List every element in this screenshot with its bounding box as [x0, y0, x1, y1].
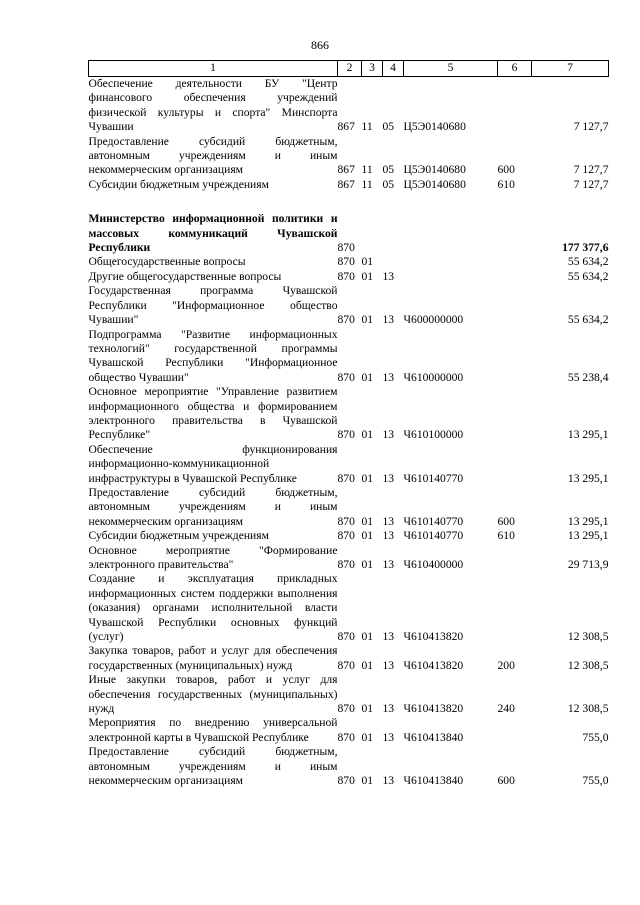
row-expense-type: [498, 270, 532, 284]
row-section: 01: [361, 529, 374, 543]
table-row: [89, 255, 609, 269]
row-amount: 13 295,1: [567, 428, 609, 442]
row-subsection: [383, 212, 404, 255]
row-target-article: Ч610413840: [403, 774, 464, 788]
spacer-row: [89, 192, 609, 212]
row-expense-type: [498, 544, 532, 573]
row-code: 870: [337, 730, 355, 744]
row-expense-type: [498, 443, 532, 486]
row-expense-type: 600: [497, 774, 515, 788]
row-code: 870: [337, 630, 355, 644]
row-amount: 7 127,7: [573, 120, 609, 134]
row-amount: 12 308,5: [567, 702, 609, 716]
row-name: Другие общегосударственные вопросы: [88, 269, 282, 283]
row-section: 01: [361, 255, 374, 269]
table-row: [89, 572, 609, 644]
row-code: 867: [337, 163, 355, 177]
row-target-article: Ч610140770: [403, 471, 464, 485]
row-target-article: Ц5Э0140680: [403, 120, 466, 134]
row-section: 01: [361, 471, 374, 485]
row-target-article: Ч610000000: [403, 370, 464, 384]
row-amount: 29 713,9: [567, 558, 609, 571]
row-section: 01: [361, 269, 374, 283]
table-row: [89, 77, 609, 135]
row-code: 870: [337, 529, 355, 543]
row-name: Подпрограмма "Развитие информационных технологий" государственной программы Чувашской Республики "Информационное общество Чувашии": [88, 327, 338, 384]
row-code: 870: [337, 658, 355, 672]
row-expense-type: [498, 328, 532, 386]
row-subsection: [383, 255, 404, 269]
table-row: [89, 443, 609, 486]
row-target-article: Ч610413820: [403, 658, 464, 672]
row-target-article: Ч610413820: [403, 630, 464, 644]
row-subsection: 13: [382, 370, 395, 384]
column-header-1: 1: [89, 61, 338, 77]
row-name: Основное мероприятие "Формирование электронного правительства": [88, 543, 338, 571]
row-subsection: 13: [382, 658, 395, 672]
row-section: 01: [361, 774, 374, 788]
row-target-article: [404, 255, 498, 269]
row-code: 870: [337, 471, 355, 485]
row-name: Субсидии бюджетным учреждениям: [88, 177, 269, 191]
table-row: [89, 644, 609, 673]
row-subsection: 13: [382, 428, 395, 442]
row-name: Основное мероприятие "Управление развитием информационного общества и формированием электронного правительства в Чувашской Республике": [88, 385, 338, 442]
column-header-2: 2: [338, 61, 362, 77]
table-row: [89, 544, 609, 573]
row-subsection: 13: [382, 702, 395, 716]
row-target-article: Ч610140770: [403, 514, 464, 528]
row-target-article: Ч600000000: [403, 313, 464, 327]
row-code: 870: [337, 370, 355, 384]
column-header-4: 4: [383, 61, 404, 77]
row-code: 870: [337, 241, 355, 255]
row-section: 01: [361, 730, 374, 744]
row-target-article: Ч610413840: [403, 730, 464, 744]
row-subsection: 13: [382, 529, 395, 543]
row-amount: 755,0: [582, 774, 609, 788]
row-name: Иные закупки товаров, работ и услуг для обеспечения государственных (муниципальных) нужд: [88, 673, 338, 716]
row-subsection: 13: [382, 313, 395, 327]
row-amount: 12 308,5: [567, 630, 609, 644]
header-row: [89, 61, 609, 77]
table-row: [89, 385, 609, 443]
row-expense-type: [498, 212, 532, 255]
row-section: [362, 212, 383, 255]
row-expense-type: [498, 284, 532, 327]
row-target-article: Ч610140770: [403, 529, 464, 543]
row-code: 870: [337, 313, 355, 327]
table-row: [89, 328, 609, 386]
row-subsection: 13: [382, 558, 395, 571]
table-body: [89, 77, 609, 789]
row-target-article: Ч610400000: [403, 558, 464, 571]
row-name: Министерство информационной политики и массовых коммуникаций Чувашской Республики: [88, 212, 338, 255]
column-header-7: 7: [532, 61, 609, 77]
row-subsection: 13: [382, 630, 395, 644]
table-row: [89, 135, 609, 178]
table-row: [89, 486, 609, 529]
row-section: 01: [361, 313, 374, 327]
row-name: Обеспечение функционирования информационно-коммуникационной инфраструктуры в Чувашской Республике: [88, 442, 338, 485]
row-name: Мероприятия по внедрению универсальной электронной карты в Чувашской Республике: [88, 716, 338, 744]
row-name: Предоставление субсидий бюджетным, автономным учреждениям и иным некоммерческим организациям: [88, 485, 338, 528]
row-amount: 177 377,6: [562, 241, 609, 255]
row-section: 01: [361, 702, 374, 716]
row-subsection: 13: [382, 774, 395, 788]
row-expense-type: 610: [497, 177, 515, 191]
row-expense-type: 600: [497, 163, 515, 177]
row-amount: 12 308,5: [567, 658, 609, 672]
row-target-article: Ч610100000: [403, 428, 464, 442]
row-section: 01: [361, 514, 374, 528]
row-code: 870: [337, 269, 355, 283]
row-expense-type: [498, 385, 532, 443]
row-section: 01: [361, 370, 374, 384]
table-row: [89, 673, 609, 716]
column-header-3: 3: [362, 61, 383, 77]
spacer-cell: [89, 192, 609, 212]
row-name: Общегосударственные вопросы: [88, 255, 246, 269]
row-section: 11: [361, 163, 373, 177]
row-section: 01: [361, 558, 374, 571]
table-row: [89, 745, 609, 788]
column-header-5: 5: [404, 61, 498, 77]
table-row: [89, 212, 609, 255]
row-code: 870: [337, 774, 355, 788]
row-name: Государственная программа Чувашской Республики "Информационное общество Чувашии": [88, 284, 338, 327]
row-name: Субсидии бюджетным учреждениям: [88, 529, 269, 543]
row-amount: 13 295,1: [567, 529, 609, 543]
row-target-article: Ц5Э0140680: [403, 177, 466, 191]
row-expense-type: 600: [497, 514, 515, 528]
row-name: Закупка товаров, работ и услуг для обеспечения государственных (муниципальных) нужд: [88, 644, 338, 672]
budget-table: [88, 60, 609, 789]
row-expense-type: [498, 716, 532, 745]
row-subsection: 05: [382, 163, 395, 177]
row-code: 870: [337, 255, 355, 269]
row-target-article: [404, 270, 498, 284]
row-amount: 13 295,1: [567, 471, 609, 485]
row-target-article: Ч610413820: [403, 702, 464, 716]
table-row: [89, 284, 609, 327]
table-row: [89, 529, 609, 543]
row-code: 870: [337, 702, 355, 716]
row-section: 11: [361, 177, 373, 191]
row-name: Обеспечение деятельности БУ "Центр финансового обеспечения учреждений физической культуры и спорта" Минспорта Чувашии: [88, 77, 338, 134]
row-expense-type: 610: [497, 529, 515, 543]
row-subsection: 13: [382, 471, 395, 485]
row-code: 870: [337, 558, 355, 571]
row-subsection: 05: [382, 120, 395, 134]
row-section: 01: [361, 428, 374, 442]
table-row: [89, 716, 609, 745]
row-amount: 55 634,2: [567, 255, 609, 269]
row-amount: 55 634,2: [567, 269, 609, 283]
row-amount: 7 127,7: [573, 163, 609, 177]
row-subsection: 13: [382, 269, 395, 283]
column-header-6: 6: [498, 61, 532, 77]
row-name: Предоставление субсидий бюджетным, автономным учреждениям и иным некоммерческим организациям: [88, 134, 338, 177]
row-section: 01: [361, 658, 374, 672]
row-expense-type: [498, 255, 532, 269]
row-section: 01: [361, 630, 374, 644]
row-code: 870: [337, 428, 355, 442]
row-name: Создание и эксплуатация прикладных информационных систем поддержки выполнения (оказания) органами исполнительной власти Чувашской Республики основных функций (услуг): [88, 572, 338, 644]
row-expense-type: [498, 77, 532, 135]
table-row: [89, 270, 609, 284]
row-section: 11: [361, 120, 373, 134]
row-code: 870: [337, 514, 355, 528]
row-amount: 7 127,7: [573, 177, 609, 191]
row-amount: 55 238,4: [567, 370, 609, 384]
row-amount: 55 634,2: [567, 313, 609, 327]
row-name: Предоставление субсидий бюджетным, автономным учреждениям и иным некоммерческим организациям: [88, 745, 338, 788]
page-number: 866: [311, 38, 329, 52]
row-subsection: 05: [382, 177, 395, 191]
table-row: [89, 178, 609, 192]
row-code: 867: [337, 177, 355, 191]
row-subsection: 13: [382, 730, 395, 744]
row-expense-type: 240: [497, 702, 515, 716]
row-amount: 13 295,1: [567, 514, 609, 528]
row-expense-type: [498, 572, 532, 644]
row-target-article: [404, 212, 498, 255]
row-expense-type: 200: [497, 658, 515, 672]
row-code: 867: [337, 120, 355, 134]
row-amount: 755,0: [582, 730, 609, 744]
row-subsection: 13: [382, 514, 395, 528]
row-target-article: Ц5Э0140680: [403, 163, 466, 177]
